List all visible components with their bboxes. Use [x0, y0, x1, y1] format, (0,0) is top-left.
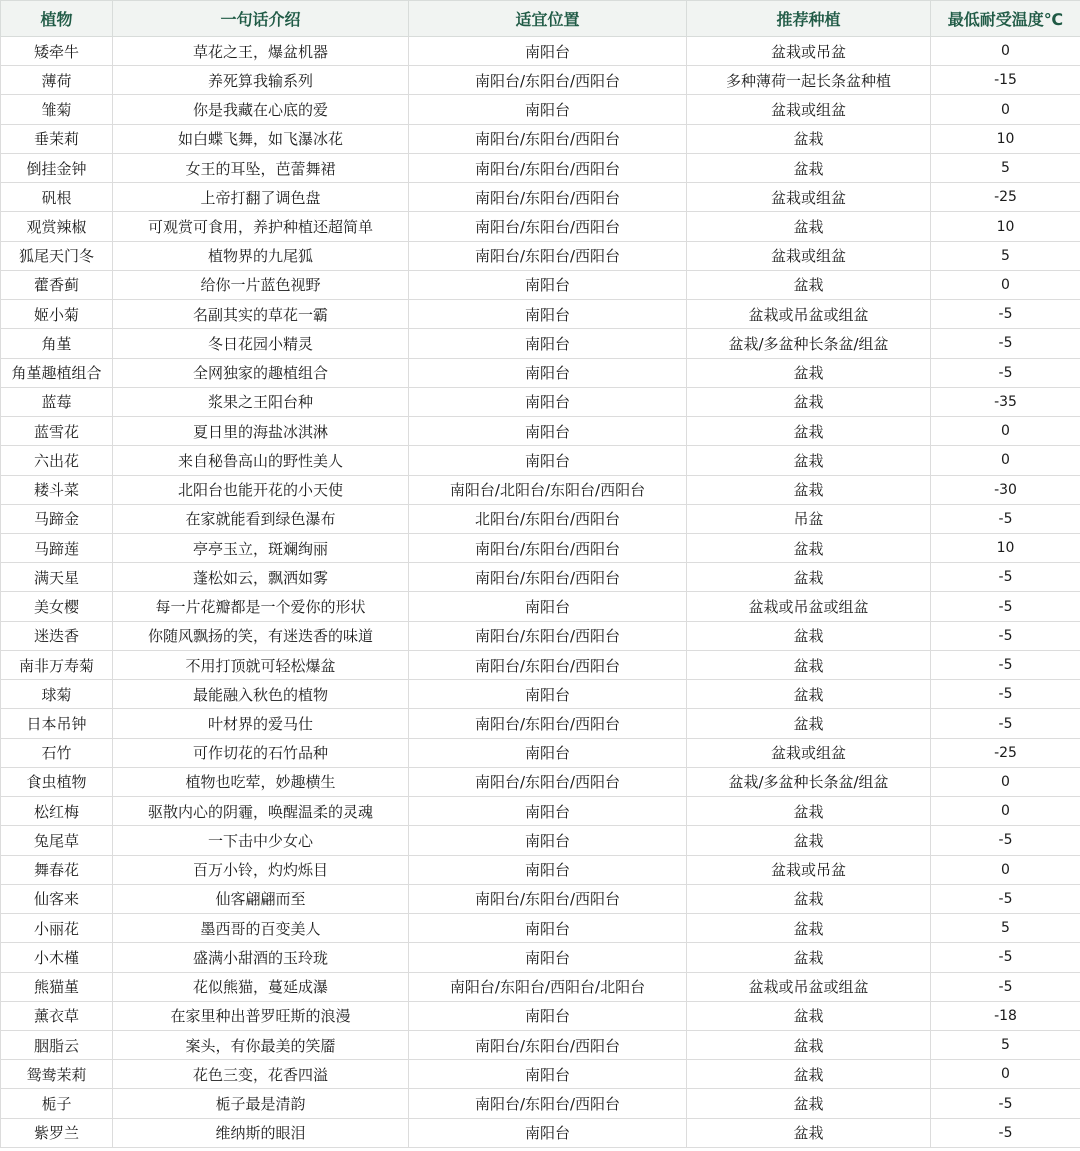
plant-name-cell: 鸳鸯茉莉 [1, 1060, 113, 1089]
min-temp-cell: 0 [931, 95, 1080, 124]
location-cell: 南阳台/东阳台/西阳台 [409, 884, 687, 913]
location-cell: 南阳台/东阳台/西阳台 [409, 533, 687, 562]
min-temp-cell: -5 [931, 709, 1080, 738]
planting-cell: 盆栽或吊盆 [687, 855, 931, 884]
min-temp-cell: -25 [931, 738, 1080, 767]
planting-cell: 盆栽 [687, 650, 931, 679]
planting-cell: 盆栽 [687, 417, 931, 446]
intro-cell: 给你一片蓝色视野 [113, 270, 409, 299]
table-row [1, 943, 1080, 972]
planting-cell: 盆栽 [687, 153, 931, 182]
planting-cell: 盆栽 [687, 621, 931, 650]
location-cell: 南阳台/东阳台/西阳台 [409, 124, 687, 153]
location-cell: 南阳台/东阳台/西阳台 [409, 621, 687, 650]
location-cell: 南阳台/东阳台/西阳台 [409, 563, 687, 592]
intro-cell: 冬日花园小精灵 [113, 329, 409, 358]
intro-cell: 花似熊猫，蔓延成瀑 [113, 972, 409, 1001]
planting-cell: 盆栽 [687, 270, 931, 299]
plant-name-cell: 蓝莓 [1, 387, 113, 416]
plant-name-cell: 耧斗菜 [1, 475, 113, 504]
table-row [1, 270, 1080, 299]
intro-cell: 最能融入秋色的植物 [113, 680, 409, 709]
location-cell: 南阳台/东阳台/西阳台 [409, 1089, 687, 1118]
intro-cell: 每一片花瓣都是一个爱你的形状 [113, 592, 409, 621]
location-cell: 南阳台 [409, 358, 687, 387]
header-min-temp: 最低耐受温度℃ [931, 1, 1080, 37]
intro-cell: 盛满小甜酒的玉玲珑 [113, 943, 409, 972]
location-cell: 南阳台 [409, 797, 687, 826]
planting-cell: 盆栽或吊盆或组盆 [687, 972, 931, 1001]
intro-cell: 夏日里的海盐冰淇淋 [113, 417, 409, 446]
plant-name-cell: 倒挂金钟 [1, 153, 113, 182]
header-location: 适宜位置 [409, 1, 687, 37]
intro-cell: 在家就能看到绿色瀑布 [113, 504, 409, 533]
table-row [1, 767, 1080, 796]
intro-cell: 在家里种出普罗旺斯的浪漫 [113, 1001, 409, 1030]
planting-cell: 多种薄荷一起长条盆种植 [687, 66, 931, 95]
min-temp-cell: 0 [931, 855, 1080, 884]
plant-name-cell: 矮牵牛 [1, 37, 113, 66]
intro-cell: 仙客翩翩而至 [113, 884, 409, 913]
table-row [1, 329, 1080, 358]
table-row [1, 417, 1080, 446]
planting-cell: 盆栽或组盆 [687, 95, 931, 124]
min-temp-cell: -5 [931, 563, 1080, 592]
min-temp-cell: 5 [931, 241, 1080, 270]
planting-cell: 盆栽 [687, 446, 931, 475]
intro-cell: 叶材界的爱马仕 [113, 709, 409, 738]
planting-cell: 盆栽 [687, 212, 931, 241]
header-planting: 推荐种植 [687, 1, 931, 37]
table-row [1, 446, 1080, 475]
planting-cell: 盆栽或组盆 [687, 183, 931, 212]
intro-cell: 蓬松如云，飘洒如雾 [113, 563, 409, 592]
min-temp-cell: -35 [931, 387, 1080, 416]
header-intro: 一句话介绍 [113, 1, 409, 37]
min-temp-cell: 10 [931, 124, 1080, 153]
planting-cell: 盆栽 [687, 1001, 931, 1030]
plant-name-cell: 薄荷 [1, 66, 113, 95]
location-cell: 南阳台 [409, 270, 687, 299]
intro-cell: 名副其实的草花一霸 [113, 300, 409, 329]
planting-cell: 盆栽 [687, 124, 931, 153]
intro-cell: 植物也吃荤，妙趣横生 [113, 767, 409, 796]
plant-name-cell: 日本吊钟 [1, 709, 113, 738]
min-temp-cell: 0 [931, 767, 1080, 796]
table-row [1, 504, 1080, 533]
planting-cell: 盆栽/多盆种长条盆/组盆 [687, 767, 931, 796]
intro-cell: 来自秘鲁高山的野性美人 [113, 446, 409, 475]
min-temp-cell: -5 [931, 826, 1080, 855]
table-row [1, 592, 1080, 621]
table-row [1, 650, 1080, 679]
planting-cell: 盆栽 [687, 533, 931, 562]
planting-cell: 盆栽或组盆 [687, 738, 931, 767]
planting-cell: 盆栽 [687, 475, 931, 504]
min-temp-cell: -5 [931, 972, 1080, 1001]
planting-cell: 盆栽 [687, 1118, 931, 1147]
plant-name-cell: 紫罗兰 [1, 1118, 113, 1147]
min-temp-cell: -5 [931, 650, 1080, 679]
intro-cell: 花色三变，花香四溢 [113, 1060, 409, 1089]
location-cell: 南阳台 [409, 680, 687, 709]
table-row [1, 884, 1080, 913]
table-row [1, 533, 1080, 562]
intro-cell: 可作切花的石竹品种 [113, 738, 409, 767]
location-cell: 南阳台/东阳台/西阳台 [409, 767, 687, 796]
intro-cell: 不用打顶就可轻松爆盆 [113, 650, 409, 679]
plant-name-cell: 薰衣草 [1, 1001, 113, 1030]
planting-cell: 盆栽 [687, 563, 931, 592]
location-cell: 北阳台/东阳台/西阳台 [409, 504, 687, 533]
intro-cell: 上帝打翻了调色盘 [113, 183, 409, 212]
planting-cell: 盆栽 [687, 387, 931, 416]
plant-name-cell: 球菊 [1, 680, 113, 709]
table-row [1, 563, 1080, 592]
header-row [1, 1, 1080, 37]
planting-cell: 盆栽 [687, 943, 931, 972]
table-row [1, 212, 1080, 241]
location-cell: 南阳台 [409, 329, 687, 358]
location-cell: 南阳台/东阳台/西阳台 [409, 1030, 687, 1059]
min-temp-cell: -30 [931, 475, 1080, 504]
min-temp-cell: 5 [931, 1030, 1080, 1059]
location-cell: 南阳台 [409, 738, 687, 767]
planting-cell: 盆栽或吊盆 [687, 37, 931, 66]
table-row [1, 1030, 1080, 1059]
table-row [1, 241, 1080, 270]
plant-name-cell: 迷迭香 [1, 621, 113, 650]
plant-name-cell: 小木槿 [1, 943, 113, 972]
header-plant: 植物 [1, 1, 113, 37]
planting-cell: 盆栽或吊盆或组盆 [687, 300, 931, 329]
table-row [1, 387, 1080, 416]
location-cell: 南阳台/东阳台/西阳台 [409, 66, 687, 95]
intro-cell: 你是我藏在心底的爱 [113, 95, 409, 124]
table-row [1, 738, 1080, 767]
location-cell: 南阳台 [409, 1118, 687, 1147]
planting-cell: 盆栽/多盆种长条盆/组盆 [687, 329, 931, 358]
table-body [1, 37, 1080, 1148]
min-temp-cell: -5 [931, 943, 1080, 972]
plant-name-cell: 雏菊 [1, 95, 113, 124]
min-temp-cell: -5 [931, 680, 1080, 709]
min-temp-cell: -5 [931, 300, 1080, 329]
location-cell: 南阳台/东阳台/西阳台 [409, 212, 687, 241]
planting-cell: 吊盆 [687, 504, 931, 533]
planting-cell: 盆栽 [687, 826, 931, 855]
table-row [1, 855, 1080, 884]
planting-cell: 盆栽 [687, 914, 931, 943]
location-cell: 南阳台/东阳台/西阳台 [409, 241, 687, 270]
plant-name-cell: 马蹄金 [1, 504, 113, 533]
table-row [1, 37, 1080, 66]
plant-name-cell: 栀子 [1, 1089, 113, 1118]
min-temp-cell: 0 [931, 270, 1080, 299]
intro-cell: 浆果之王阳台种 [113, 387, 409, 416]
table-row [1, 1089, 1080, 1118]
planting-cell: 盆栽 [687, 1030, 931, 1059]
table-row [1, 95, 1080, 124]
intro-cell: 百万小铃，灼灼烁目 [113, 855, 409, 884]
intro-cell: 一下击中少女心 [113, 826, 409, 855]
planting-cell: 盆栽 [687, 709, 931, 738]
planting-cell: 盆栽 [687, 797, 931, 826]
table-row [1, 797, 1080, 826]
plant-name-cell: 食虫植物 [1, 767, 113, 796]
location-cell: 南阳台 [409, 300, 687, 329]
min-temp-cell: -5 [931, 1118, 1080, 1147]
plant-name-cell: 角堇趣植组合 [1, 358, 113, 387]
plant-name-cell: 马蹄莲 [1, 533, 113, 562]
table-row [1, 66, 1080, 95]
plant-name-cell: 胭脂云 [1, 1030, 113, 1059]
plant-name-cell: 小丽花 [1, 914, 113, 943]
plant-name-cell: 狐尾天门冬 [1, 241, 113, 270]
location-cell: 南阳台/东阳台/西阳台 [409, 183, 687, 212]
min-temp-cell: -5 [931, 504, 1080, 533]
plant-name-cell: 蓝雪花 [1, 417, 113, 446]
min-temp-cell: 10 [931, 212, 1080, 241]
location-cell: 南阳台 [409, 387, 687, 416]
table-row [1, 1118, 1080, 1147]
intro-cell: 全网独家的趣植组合 [113, 358, 409, 387]
min-temp-cell: -15 [931, 66, 1080, 95]
intro-cell: 墨西哥的百变美人 [113, 914, 409, 943]
plant-name-cell: 垂茉莉 [1, 124, 113, 153]
planting-cell: 盆栽 [687, 680, 931, 709]
plant-name-cell: 六出花 [1, 446, 113, 475]
location-cell: 南阳台 [409, 417, 687, 446]
min-temp-cell: 5 [931, 914, 1080, 943]
plant-name-cell: 熊猫堇 [1, 972, 113, 1001]
table-row [1, 1001, 1080, 1030]
intro-cell: 如白蝶飞舞，如飞瀑冰花 [113, 124, 409, 153]
table-row [1, 1060, 1080, 1089]
table-row [1, 914, 1080, 943]
planting-cell: 盆栽或吊盆或组盆 [687, 592, 931, 621]
intro-cell: 北阳台也能开花的小天使 [113, 475, 409, 504]
location-cell: 南阳台 [409, 37, 687, 66]
min-temp-cell: 0 [931, 797, 1080, 826]
min-temp-cell: -5 [931, 1089, 1080, 1118]
plant-name-cell: 南非万寿菊 [1, 650, 113, 679]
intro-cell: 你随风飘扬的笑，有迷迭香的味道 [113, 621, 409, 650]
table-row [1, 826, 1080, 855]
min-temp-cell: -25 [931, 183, 1080, 212]
plant-name-cell: 石竹 [1, 738, 113, 767]
min-temp-cell: -5 [931, 884, 1080, 913]
min-temp-cell: 0 [931, 446, 1080, 475]
plant-name-cell: 仙客来 [1, 884, 113, 913]
table-row [1, 972, 1080, 1001]
table-row [1, 183, 1080, 212]
intro-cell: 女王的耳坠，芭蕾舞裙 [113, 153, 409, 182]
min-temp-cell: -5 [931, 592, 1080, 621]
table-row [1, 153, 1080, 182]
location-cell: 南阳台 [409, 855, 687, 884]
min-temp-cell: -5 [931, 329, 1080, 358]
min-temp-cell: 0 [931, 417, 1080, 446]
plant-name-cell: 兔尾草 [1, 826, 113, 855]
location-cell: 南阳台 [409, 95, 687, 124]
location-cell: 南阳台 [409, 1001, 687, 1030]
intro-cell: 可观赏可食用，养护种植还超简单 [113, 212, 409, 241]
location-cell: 南阳台 [409, 914, 687, 943]
location-cell: 南阳台 [409, 592, 687, 621]
plant-name-cell: 矾根 [1, 183, 113, 212]
location-cell: 南阳台 [409, 826, 687, 855]
planting-cell: 盆栽或组盆 [687, 241, 931, 270]
table-row [1, 621, 1080, 650]
min-temp-cell: 10 [931, 533, 1080, 562]
location-cell: 南阳台 [409, 1060, 687, 1089]
location-cell: 南阳台/东阳台/西阳台 [409, 650, 687, 679]
min-temp-cell: -18 [931, 1001, 1080, 1030]
table-row [1, 358, 1080, 387]
table-row [1, 124, 1080, 153]
min-temp-cell: 0 [931, 37, 1080, 66]
plant-name-cell: 观赏辣椒 [1, 212, 113, 241]
intro-cell: 栀子最是清韵 [113, 1089, 409, 1118]
intro-cell: 驱散内心的阴霾，唤醒温柔的灵魂 [113, 797, 409, 826]
planting-cell: 盆栽 [687, 358, 931, 387]
location-cell: 南阳台 [409, 943, 687, 972]
table-row [1, 709, 1080, 738]
plant-name-cell: 角堇 [1, 329, 113, 358]
intro-cell: 养死算我输系列 [113, 66, 409, 95]
table-row [1, 300, 1080, 329]
min-temp-cell: -5 [931, 621, 1080, 650]
plant-name-cell: 藿香蓟 [1, 270, 113, 299]
intro-cell: 草花之王，爆盆机器 [113, 37, 409, 66]
location-cell: 南阳台 [409, 446, 687, 475]
location-cell: 南阳台/东阳台/西阳台/北阳台 [409, 972, 687, 1001]
intro-cell: 亭亭玉立，斑斓绚丽 [113, 533, 409, 562]
min-temp-cell: -5 [931, 358, 1080, 387]
plant-name-cell: 舞春花 [1, 855, 113, 884]
plant-name-cell: 美女樱 [1, 592, 113, 621]
min-temp-cell: 5 [931, 153, 1080, 182]
location-cell: 南阳台/东阳台/西阳台 [409, 709, 687, 738]
plant-name-cell: 松红梅 [1, 797, 113, 826]
table-row [1, 475, 1080, 504]
plant-name-cell: 姬小菊 [1, 300, 113, 329]
min-temp-cell: 0 [931, 1060, 1080, 1089]
planting-cell: 盆栽 [687, 1060, 931, 1089]
table-row [1, 680, 1080, 709]
intro-cell: 维纳斯的眼泪 [113, 1118, 409, 1147]
location-cell: 南阳台/北阳台/东阳台/西阳台 [409, 475, 687, 504]
intro-cell: 案头，有你最美的笑靥 [113, 1030, 409, 1059]
location-cell: 南阳台/东阳台/西阳台 [409, 153, 687, 182]
intro-cell: 植物界的九尾狐 [113, 241, 409, 270]
planting-cell: 盆栽 [687, 884, 931, 913]
plant-name-cell: 满天星 [1, 563, 113, 592]
planting-cell: 盆栽 [687, 1089, 931, 1118]
